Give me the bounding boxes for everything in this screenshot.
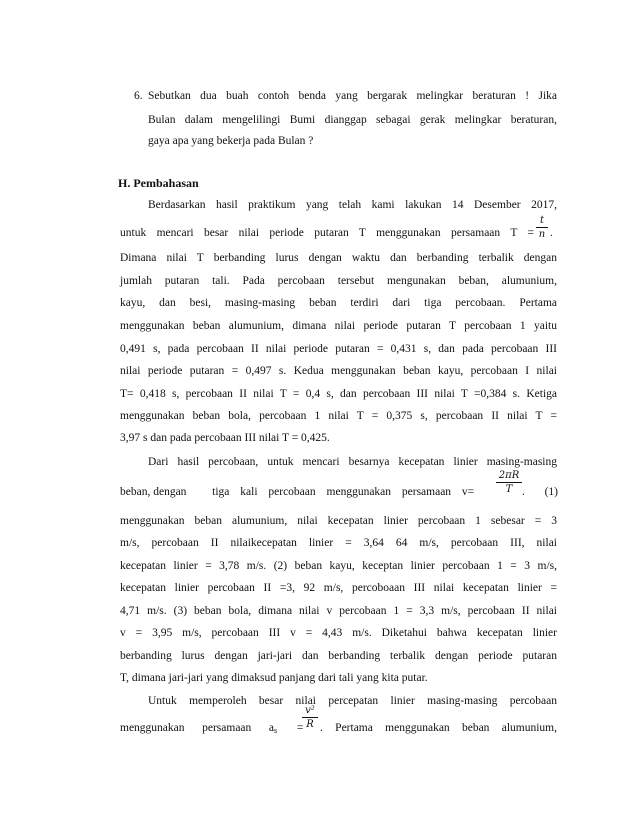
paragraph-line: nilai periode putaran = 0,497 s. Kedua menggunakan beban kayu, percobaan I nilai	[120, 365, 557, 377]
paragraph-line: Dari hasil percobaan, untuk mencari besarnya kecepatan linier masing-masing	[148, 456, 557, 468]
fraction-denominator: T	[505, 484, 513, 495]
paragraph-line: menggunakan beban bola, percobaan 1 nilai T = 0,375 s, percobaan II nilai T =	[120, 410, 557, 422]
punctuation: .	[550, 227, 553, 239]
paragraph-line: T= 0,418 s, percobaan II nilai T = 0,4 s, dan percobaan III nilai T =0,384 s. Ketiga	[120, 388, 557, 400]
fraction-bar	[496, 482, 522, 483]
question-number: 6.	[134, 90, 143, 102]
fraction-numerator: t	[539, 215, 545, 226]
paragraph-text: beban, dengan	[120, 486, 187, 498]
paragraph-line: menggunakan beban alumunium, dimana nilai periode putaran T percobaan 1 yaitu	[120, 320, 557, 332]
fraction-v2-over-R	[302, 705, 318, 730]
fraction-2piR-over-T	[496, 470, 522, 495]
paragraph-text: untuk mencari besar nilai periode putaran T menggunakan persamaan T =	[120, 227, 534, 239]
equals-sign: =	[296, 722, 304, 734]
paragraph-line: T, dimana jari-jari yang dimaksud panjang dari tali yang kita putar.	[120, 672, 428, 684]
paragraph-text: menggunakan persamaan a	[120, 722, 274, 734]
paragraph-line: menggunakan beban alumunium, nilai kecepatan linier percobaan 1 sebesar = 3	[120, 515, 557, 527]
paragraph-text: tiga kali percobaan menggunakan persamaan v=	[212, 486, 475, 498]
fraction-bar	[302, 717, 318, 718]
paragraph-line: jumlah putaran tali. Pada percobaan tersebut mengunakan beban, alumunium,	[120, 275, 557, 287]
paragraph-text: . Pertama menggunakan beban alumunium,	[320, 722, 557, 734]
paragraph-line	[120, 484, 557, 500]
fraction-denominator: R	[306, 719, 314, 730]
question-line: Bulan dalam mengelilingi Bumi dianggap sebagai gerak melingkar beraturan,	[148, 114, 557, 126]
paragraph-line: m/s, percobaan II nilaikecepatan linier = 3,64 64 m/s, percobaan III, nilai	[120, 537, 557, 549]
subscript-s: s	[274, 726, 278, 735]
paragraph-line: kecepatan linier percobaan II =3, 92 m/s, percoboaan III nilai kecepatan linier =	[120, 582, 557, 594]
paragraph-line: Untuk memperoleh besar nilai percepatan linier masing-masing percobaan	[148, 695, 557, 707]
paragraph-line: 0,491 s, pada percobaan II nilai periode putaran = 0,431 s, dan pada percobaan III	[120, 343, 557, 355]
paragraph-line: kecepatan linier = 3,78 m/s. (2) beban kayu, keceptan linier percobaan 1 = 3 m/s,	[120, 560, 557, 572]
fraction-bar	[536, 227, 548, 228]
paragraph-line: kayu, dan besi, masing-masing beban terdiri dari tiga percobaan. Pertama	[120, 297, 557, 309]
question-line: gaya apa yang bekerja pada Bulan ?	[148, 135, 314, 147]
fraction-t-over-n	[536, 215, 548, 240]
fraction-numerator: 2πR	[498, 470, 520, 481]
paragraph-line	[120, 225, 557, 241]
equation-number: . (1)	[522, 486, 558, 498]
paragraph-line: Dimana nilai T berbanding lurus dengan waktu dan berbanding terbalik dengan	[120, 252, 557, 264]
paragraph-line: berbanding lurus dengan jari-jari dan berbanding terbalik dengan periode putaran	[120, 650, 557, 662]
section-heading: H. Pembahasan	[118, 176, 199, 190]
fraction-denominator: n	[538, 229, 546, 240]
paragraph-line: v = 3,95 m/s, percobaan III v = 4,43 m/s. Diketahui bahwa kecepatan linier	[120, 627, 557, 639]
paragraph-line: 3,97 s dan pada percobaan III nilai T = 0,425.	[120, 432, 330, 444]
question-line: Sebutkan dua buah contoh benda yang bergarak melingkar beraturan ! Jika	[148, 90, 557, 102]
paragraph-line: 4,71 m/s. (3) beban bola, dimana nilai v percobaan 1 = 3,3 m/s, percobaan II nilai	[120, 605, 557, 617]
paragraph-line: Berdasarkan hasil praktikum yang telah kami lakukan 14 Desember 2017,	[148, 199, 557, 211]
fraction-numerator: v²	[305, 705, 315, 716]
